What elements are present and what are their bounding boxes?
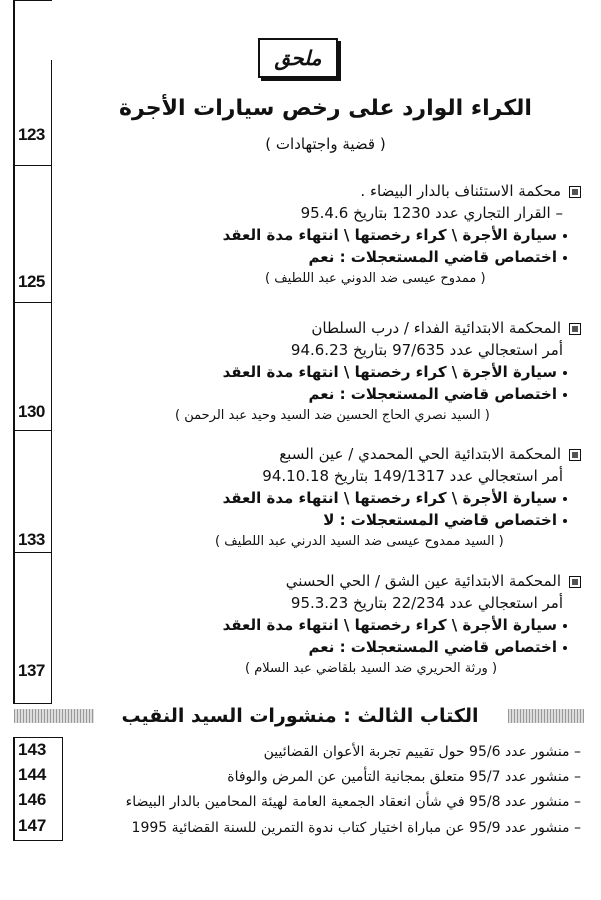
decision-reference: أمر استعجالي عدد 97/635 بتاريخ 94.6.23	[290, 341, 563, 359]
bullet-icon	[563, 371, 567, 375]
memo-frame-border	[13, 737, 15, 840]
bullet-icon	[563, 646, 567, 650]
case-parties: ( السيد ممدوح عيسى ضد السيد الدرني عبد اللطيف )	[215, 534, 504, 549]
toc-page-number: 133	[18, 530, 45, 549]
memo-item: – منشور عدد 95/9 عن مباراة اختيار كتاب ندوة التمرين للسنة القضائية 1995	[131, 820, 581, 836]
toc-page-number: 137	[18, 661, 45, 680]
memo-page-column-border	[62, 737, 63, 840]
memo-page-number: 143	[18, 740, 47, 759]
divider-line	[13, 165, 52, 166]
bullet-icon	[563, 624, 567, 628]
toc-page-number: 123	[18, 125, 45, 144]
case-topic: سيارة الأجرة \ كراء رخصتها \ انتهاء مدة العقد	[55, 614, 581, 636]
divider-line	[13, 552, 52, 553]
memo-item: – منشور عدد 95/8 في شأن انعقاد الجمعية العامة لهيئة المحامين بالدار البيضاء	[125, 794, 581, 810]
left-frame-border	[13, 0, 15, 703]
square-bullet-icon	[569, 186, 581, 198]
case-jurisdiction: اختصاص قاضي المستعجلات : نعم	[55, 246, 581, 268]
decorative-shading	[14, 709, 94, 723]
page-column-border	[51, 60, 52, 703]
square-bullet-icon	[569, 449, 581, 461]
case-topic: سيارة الأجرة \ كراء رخصتها \ انتهاء مدة العقد	[55, 361, 581, 383]
section-title: الكراء الوارد على رخص سيارات الأجرة	[119, 96, 532, 121]
court-name: المحكمة الابتدائية الحي المحمدي / عين السبع	[55, 443, 581, 465]
case-entry	[55, 443, 581, 553]
memo-frame-bottom	[13, 840, 63, 841]
divider-line	[13, 302, 52, 303]
court-name: المحكمة الابتدائية الفداء / درب السلطان	[55, 317, 581, 339]
bullet-icon	[563, 393, 567, 397]
case-jurisdiction: اختصاص قاضي المستعجلات : نعم	[55, 383, 581, 405]
chapter-title: الكتاب الثالث : منشورات السيد النقيب	[121, 705, 479, 727]
case-jurisdiction: اختصاص قاضي المستعجلات : نعم	[55, 636, 581, 658]
case-jurisdiction: اختصاص قاضي المستعجلات : لا	[55, 509, 581, 531]
bullet-icon	[563, 519, 567, 523]
decorative-shading	[508, 709, 584, 723]
case-parties: ( السيد نصري الحاج الحسين ضد السيد وحيد عبد الرحمن )	[175, 408, 490, 423]
chapter-heading-bar	[14, 707, 584, 725]
memo-item: – منشور عدد 95/6 حول تقييم تجربة الأعوان القضائيين	[263, 744, 581, 760]
court-name: المحكمة الابتدائية عين الشق / الحي الحسني	[55, 570, 581, 592]
case-entry	[55, 570, 581, 680]
decision-reference: – القرار التجاري عدد 1230 بتاريخ 95.4.6	[300, 204, 563, 222]
frame-bottom-line	[13, 703, 52, 704]
bullet-icon	[563, 234, 567, 238]
memo-page-number: 144	[18, 765, 47, 784]
divider-line	[13, 430, 52, 431]
case-parties: ( ورثة الحريري ضد السيد بلقاضي عبد السلام )	[245, 661, 498, 676]
decision-reference: أمر استعجالي عدد 22/234 بتاريخ 95.3.23	[290, 594, 563, 612]
case-entry	[55, 180, 581, 290]
memo-page-number: 146	[18, 790, 47, 809]
memo-item: – منشور عدد 95/7 متعلق بمجانية التأمين عن المرض والوفاة	[227, 769, 581, 785]
appendix-label-box: ملحق	[258, 38, 338, 78]
section-subtitle: ( قضية واجتهادات )	[265, 135, 386, 153]
memo-frame-top	[13, 737, 63, 738]
case-parties: ( ممدوح عيسى ضد الدوني عبد اللطيف )	[265, 271, 486, 286]
decision-reference: أمر استعجالي عدد 149/1317 بتاريخ 94.10.18	[262, 467, 563, 485]
case-topic: سيارة الأجرة \ كراء رخصتها \ انتهاء مدة العقد	[55, 224, 581, 246]
toc-page-number: 130	[18, 402, 45, 421]
bullet-icon	[563, 256, 567, 260]
memo-page-number: 147	[18, 816, 47, 835]
court-name: محكمة الاستئناف بالدار البيضاء .	[55, 180, 581, 202]
square-bullet-icon	[569, 576, 581, 588]
case-entry	[55, 317, 581, 427]
bullet-icon	[563, 497, 567, 501]
frame-top-line	[13, 0, 52, 1]
square-bullet-icon	[569, 323, 581, 335]
case-topic: سيارة الأجرة \ كراء رخصتها \ انتهاء مدة العقد	[55, 487, 581, 509]
toc-page-number: 125	[18, 272, 45, 291]
